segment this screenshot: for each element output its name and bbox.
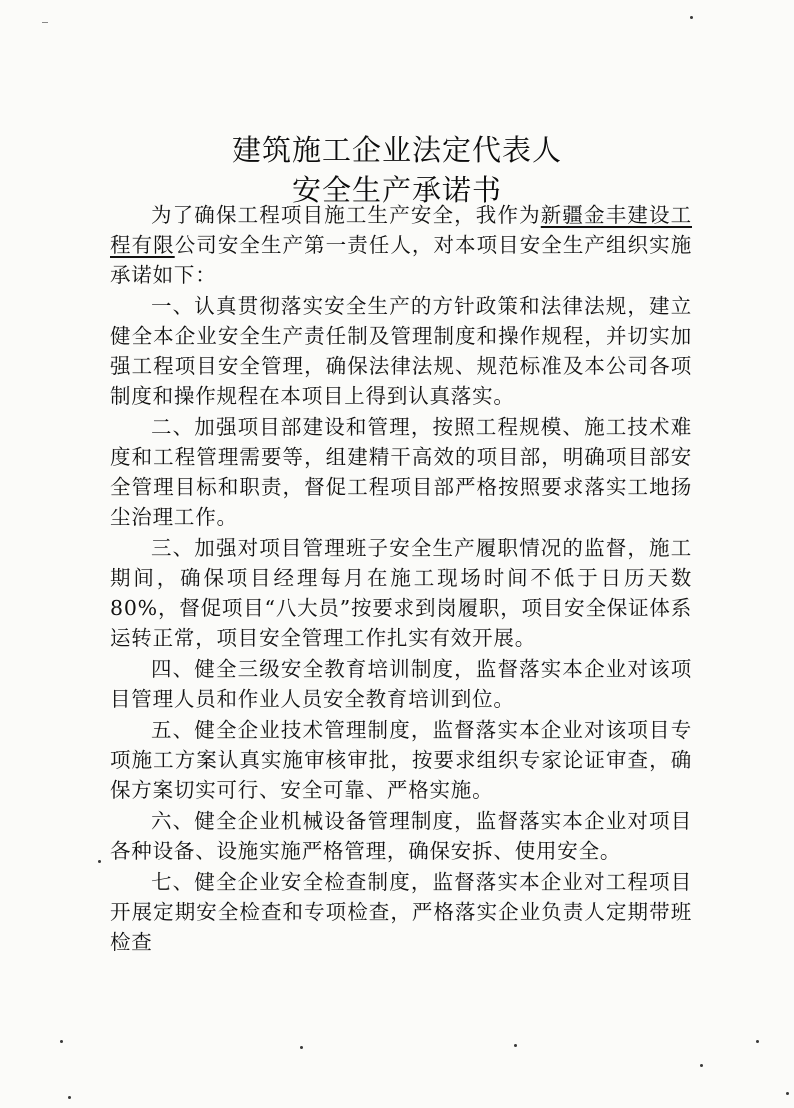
- scan-speck: [300, 1046, 303, 1049]
- document-body: [110, 200, 692, 958]
- scan-speck: [68, 1096, 71, 1099]
- item-1: 一、认真贯彻落实安全生产的方针政策和法律法规，建立健全本企业安全生产责任制及管理制度和操作规程，并切实加强工程项目安全管理，确保法律法规、规范标准及本公司各项制度和操作规程在本项目上得到认真落实。: [110, 294, 692, 408]
- scan-speck: [700, 1064, 703, 1067]
- intro-text-after: 公司安全生产第一责任人，对本项目安全生产组织实施承诺如下：: [110, 233, 692, 287]
- scan-speck: [786, 1092, 789, 1095]
- company-name: 新疆金丰建设工程有限: [110, 203, 692, 257]
- scan-speck: [756, 1040, 759, 1043]
- scan-mark: [42, 22, 48, 23]
- item-4: 四、健全三级安全教育培训制度，监督落实本企业对该项目管理人员和作业人员安全教育培训到位。: [110, 657, 692, 711]
- item-3: 三、加强对项目管理班子安全生产履职情况的监督，施工期间，确保项目经理每月在施工现场时间不低于日历天数80%，督促项目“八大员”按要求到岗履职，项目安全保证体系运转正常，项目安全管理工作扎实有效开展。: [110, 536, 692, 650]
- scan-speck: [60, 1040, 63, 1043]
- item-5: 五、健全企业技术管理制度，监督落实本企业对该项目专项施工方案认真实施审核审批，按要求组织专家论证审查，确保方案切实可行、安全可靠、严格实施。: [110, 718, 692, 802]
- document-title-line-1: 建筑施工企业法定代表人: [231, 133, 562, 167]
- scan-speck: [514, 1044, 517, 1047]
- item-2: 二、加强项目部建设和管理，按照工程规模、施工技术难度和工程管理需要等，组建精干高效的项目部，明确项目部安全管理目标和职责，督促工程项目部严格按照要求落实工地扬尘治理工作。: [110, 415, 692, 529]
- document-title-line-2: 安全生产承诺书: [291, 173, 502, 207]
- item-6: 六、健全企业机械设备管理制度，监督落实本企业对项目各种设备、设施实施严格管理，确保安拆、使用安全。: [110, 809, 692, 863]
- scan-speck: [690, 16, 693, 19]
- item-7: 七、健全企业安全检查制度，监督落实本企业对工程项目开展定期安全检查和专项检查，严格落实企业负责人定期带班检查: [110, 870, 692, 954]
- intro-text-before: 为了确保工程项目施工生产安全，我作为: [151, 203, 541, 227]
- intro-paragraph: [110, 200, 692, 290]
- scan-speck: [98, 860, 101, 863]
